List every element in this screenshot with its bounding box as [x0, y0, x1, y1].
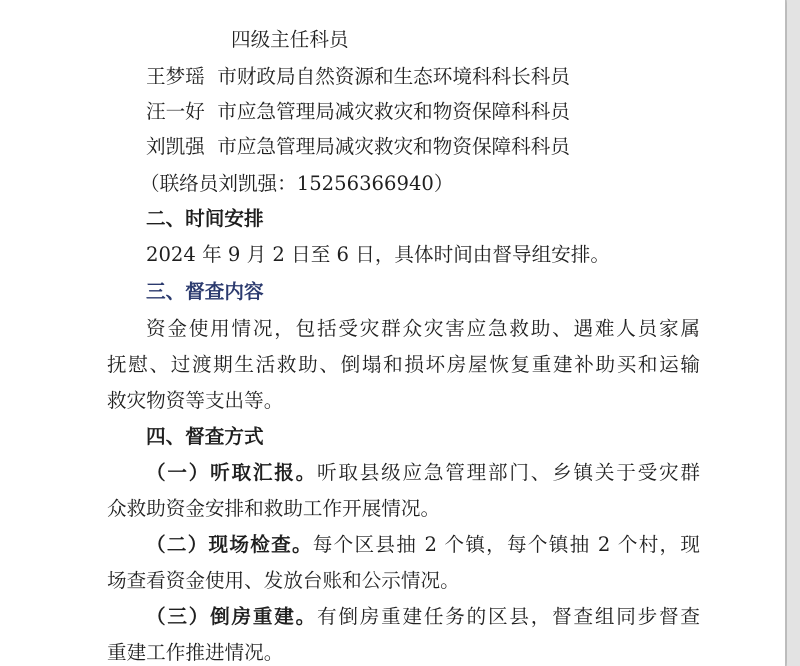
- method-item-2-line-1: [146, 532, 700, 558]
- method-item-text: 每个区县抽 2 个镇，每个镇抽 2 个村，现: [312, 533, 700, 556]
- section-heading-method: 四、督查方式: [146, 425, 264, 448]
- roster-member-2: [146, 99, 570, 125]
- method-item-text: 有倒房重建任务的区县，督查组同步督查: [317, 605, 701, 628]
- content-line-2: 抚慰、过渡期生活救助、倒塌和损坏房屋恢复重建补助买和运输: [107, 353, 700, 376]
- method-item-3-line-1: [146, 604, 700, 630]
- member-role: 市财政局自然资源和生态环境科科长科员: [217, 65, 570, 88]
- section-heading-time: 二、时间安排: [146, 207, 264, 230]
- method-item-1-line-1: [146, 460, 700, 486]
- content-line-3: 救灾物资等支出等。: [107, 389, 284, 412]
- member-name: 王梦瑶: [146, 65, 205, 88]
- section-heading-content: 三、督查内容: [146, 280, 264, 303]
- method-item-text: 听取县级应急管理部门、乡镇关于受灾群: [317, 461, 701, 484]
- method-item-2-line-2: 场查看资金使用、发放台账和公示情况。: [107, 569, 460, 592]
- liaison-line: （联络员刘凯强：15256366940）: [140, 172, 454, 195]
- time-body: 2024 年 9 月 2 日至 6 日，具体时间由督导组安排。: [146, 243, 610, 266]
- roster-member-1: [146, 64, 570, 90]
- viewer-scroll-strip[interactable]: [787, 0, 800, 666]
- roster-title-line: 四级主任科员: [231, 28, 349, 51]
- method-item-lead: （一）听取汇报。: [146, 461, 318, 484]
- method-item-3-line-2: 重建工作推进情况。: [107, 641, 284, 664]
- member-name: 刘凯强: [146, 135, 205, 158]
- member-role: 市应急管理局减灾救灾和物资保障科科员: [217, 100, 570, 123]
- member-name: 汪一好: [146, 100, 205, 123]
- method-item-1-line-2: 众救助资金安排和救助工作开展情况。: [107, 497, 441, 520]
- member-role: 市应急管理局减灾救灾和物资保障科科员: [217, 135, 570, 158]
- roster-member-3: [146, 134, 570, 160]
- method-item-lead: （三）倒房重建。: [146, 605, 318, 628]
- content-line-1: 资金使用情况，包括受灾群众灾害应急救助、遇难人员家属: [146, 317, 700, 340]
- method-item-lead: （二）现场检查。: [146, 533, 313, 556]
